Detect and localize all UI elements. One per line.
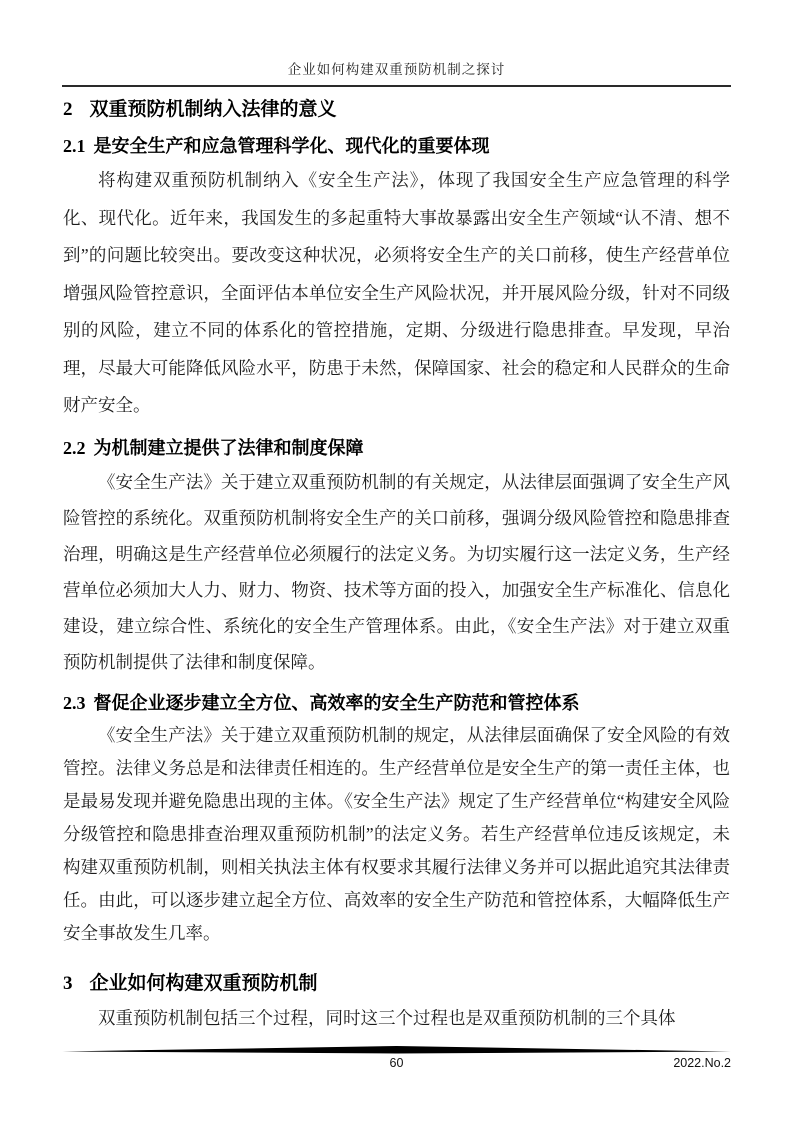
- footer-rule: [62, 1046, 731, 1054]
- heading-section-2: [63, 96, 730, 123]
- paragraph-2-1: 将构建双重预防机制纳入《安全生产法》，体现了我国安全生产应急管理的科学化、现代化。近年来，我国发生的多起重特大事故暴露出安全生产领域“认不清、想不到”的问题比较突出。要改变这种状况，必须将安全生产的关口前移，使生产经营单位增强风险管控意识，全面评估本单位安全生产风险状况，并开展风险分级，针对不同级别的风险，建立不同的体系化的管控措施，定期、分级进行隐患排查。早发现，早治理，尽最大可能降低风险水平，防患于未然，保障国家、社会的稳定和人民群众的生命财产安全。: [63, 170, 730, 415]
- heading-section-2-2: [63, 436, 730, 461]
- running-header-title: 企业如何构建双重预防机制之探讨: [287, 62, 506, 77]
- running-header: [62, 58, 731, 87]
- heading-title: 为机制建立提供了法律和制度保障: [93, 437, 364, 458]
- heading-number: 3: [63, 972, 73, 994]
- document-body: [63, 90, 730, 1037]
- heading-section-2-1: [63, 134, 730, 159]
- heading-number: 2.3: [63, 692, 86, 713]
- heading-number: 2: [63, 99, 73, 120]
- heading-title: 企业如何构建双重预防机制: [89, 972, 318, 994]
- heading-number: 2.1: [63, 136, 86, 156]
- heading-title: 双重预防机制纳入法律的意义: [89, 99, 337, 120]
- heading-title: 督促企业逐步建立全方位、高效率的安全生产防范和管控体系: [93, 692, 580, 713]
- paragraph-2-3: 《安全生产法》关于建立双重预防机制的规定，从法律层面确保了安全风险的有效管控。法律义务总是和法律责任相连的。生产经营单位是安全生产的第一责任主体，也是最易发现并避免隐患出现的主体。《安全生产法》规定了生产经营单位“构建安全风险分级管控和隐患排查治理双重预防机制”的法定义务。若生产经营单位违反该规定，未构建双重预防机制，则相关执法主体有权要求其履行法律义务并可以据此追究其法律责任。由此，可以逐步建立起全方位、高效率的安全生产防范和管控体系，大幅降低生产安全事故发生几率。: [63, 724, 730, 943]
- page-number: 60: [389, 1056, 404, 1070]
- page-footer: [62, 1046, 731, 1070]
- heading-title: 是安全生产和应急管理科学化、现代化的重要体现: [93, 136, 490, 156]
- paragraph-3-intro: 双重预防机制包括三个过程，同时这三个过程也是双重预防机制的三个具体: [98, 1007, 676, 1028]
- issue-label: 2022.No.2: [673, 1056, 731, 1070]
- heading-number: 2.2: [63, 437, 86, 458]
- heading-section-3: [63, 970, 730, 997]
- paragraph-2-2: 《安全生产法》关于建立双重预防机制的有关规定，从法律层面强调了安全生产风险管控的系统化。双重预防机制将安全生产的关口前移，强调分级风险管控和隐患排查治理，明确这是生产经营单位必须履行的法定义务。为切实履行这一法定义务，生产经营单位必须加大人力、财力、物资、技术等方面的投入，加强安全生产标准化、信息化建设，建立综合性、系统化的安全生产管理体系。由此，《安全生产法》对于建立双重预防机制提供了法律和制度保障。: [63, 471, 730, 672]
- footer-row: [62, 1056, 731, 1070]
- heading-section-2-3: [63, 691, 730, 716]
